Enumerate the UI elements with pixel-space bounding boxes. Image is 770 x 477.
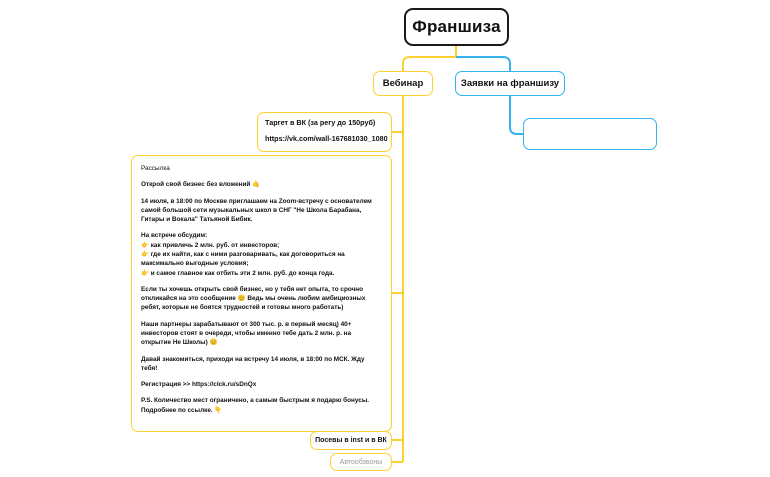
node-seeding[interactable] (310, 431, 392, 450)
mailing-paragraph: 👉 где их найти, как с ними разговаривать, как договориться на максимально выгодные условия; (141, 250, 345, 268)
node-target-vk-link[interactable]: https://vk.com/wall-167681030_1080 (265, 133, 388, 143)
mailing-registration-link[interactable]: Регистрация >> https://clck.ru/sDnQx (141, 381, 257, 389)
node-autocalls-label: Автообзвоны (339, 458, 383, 466)
branch-node-webinar[interactable] (373, 71, 433, 96)
node-target-vk[interactable] (257, 112, 392, 152)
mailing-paragraph: 👉 и самое главное как отбить эти 2 млн. руб. до конца года. (141, 269, 335, 277)
node-mailing[interactable] (131, 155, 392, 432)
mailing-paragraph: Если ты хочешь открыть свой бизнес, но у тебя нет опыта, то срочно откликайся на это сообщение 😊 Ведь мы очень любим амбициозных ребят, которые не боятся трудностей и готовы много работать) (141, 285, 366, 312)
mailing-paragraph: Давай знакомиться, приходи на встречу 14 июля, в 18:00 по МСК. Жду тебя! (141, 355, 365, 372)
node-target-vk-title: Таргет в ВК (за регу до 150руб) (265, 118, 376, 127)
node-seeding-label: Посевы в inst и в ВК (315, 437, 387, 444)
mailing-paragraph: На встрече обсудим: (141, 232, 208, 240)
branch-node-webinar-label: Вебинар (382, 78, 424, 89)
mailing-paragraph: Открой свой бизнес без вложений 🤙 (141, 181, 261, 189)
mailing-paragraph: Наши партнеры зарабатывают от 300 тыс. р. в первый месяц) 40+ инвесторов стоят в очереди, чтобы именно тебе дать 2 млн. р. на открытие Не Школы) 😊 (141, 320, 352, 347)
node-autocalls[interactable] (330, 453, 392, 471)
branch-node-requests-label: Заявки на франшизу (460, 78, 560, 89)
root-node[interactable] (404, 8, 509, 46)
branch-node-requests[interactable] (455, 71, 565, 96)
empty-blue-node[interactable] (523, 118, 657, 150)
node-mailing-title: Рассылка (141, 165, 170, 172)
root-node-label: Франшиза (412, 17, 501, 36)
mailing-paragraph: 👉 как привлечь 2 млн. руб. от инвесторов; (141, 241, 280, 249)
mailing-paragraph: P.S. Количество мест ограничено, а самым быстрым я подарю бонусы. Подробнее по ссылке. 👇 (141, 397, 370, 414)
mailing-paragraph: 14 июля, в 18:00 по Москве приглашаем на Zoom-встречу с основателем самой большой сети музыкальных школ в СНГ "Не Школа Барабана, Гитары и Вокала" Татьяной Бибик. (141, 197, 372, 224)
